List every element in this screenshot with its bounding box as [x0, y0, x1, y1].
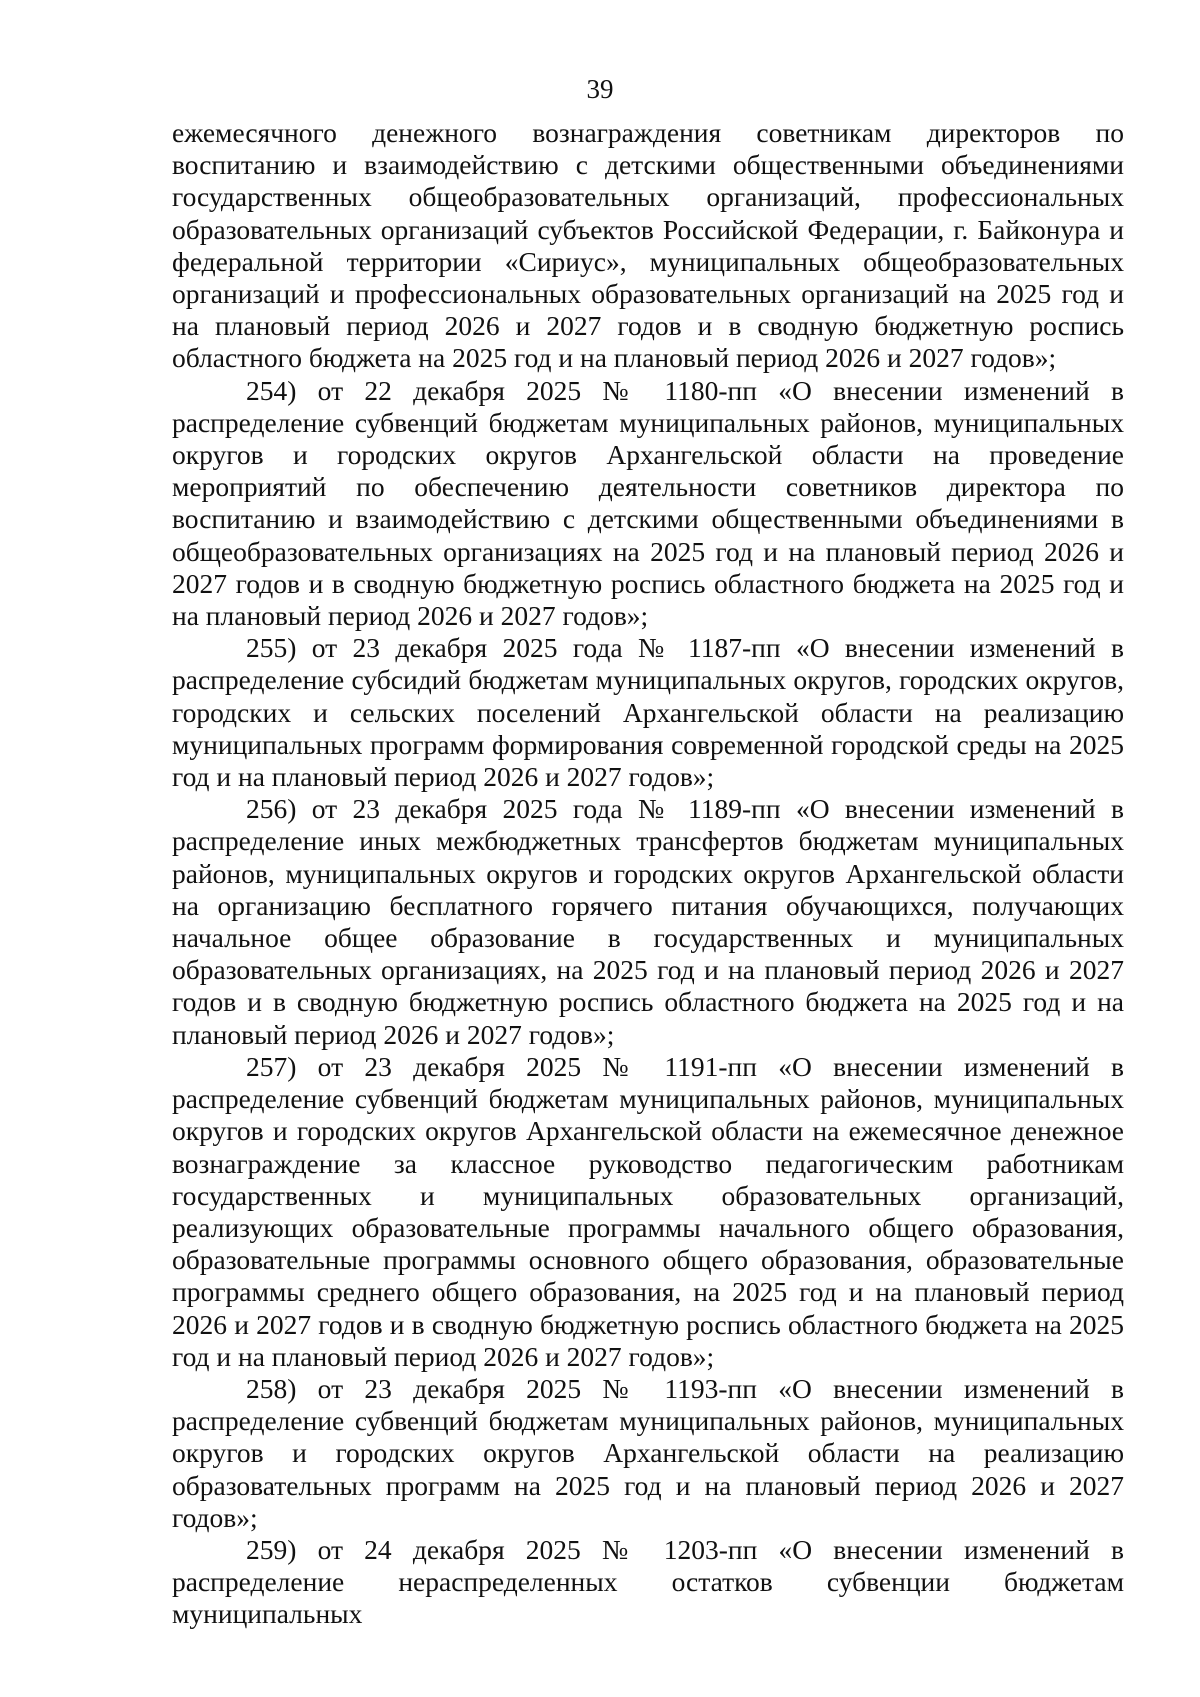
document-body: [172, 117, 1124, 1631]
list-item-255: 255) от 23 декабря 2025 года № 1187-пп «О внесении изменений в распределение субсидий бюджетам муниципальных округов, городских округов, городских и сельских поселений Архангельской области на реализацию муниципальных программ формирования современной городской среды на 2025 год и на плановый период 2026 и 2027 годов»;: [172, 632, 1124, 793]
paragraph-continuation: ежемесячного денежного вознаграждения советникам директоров по воспитанию и взаимодействию с детскими общественными объединениями государственных общеобразовательных организаций, профессиональных образовательных организаций субъектов Российской Федерации, г. Байконура и федеральной территории «Сириус», муниципальных общеобразовательных организаций и профессиональных образовательных организаций на 2025 год и на плановый период 2026 и 2027 годов и в сводную бюджетную роспись областного бюджета на 2025 год и на плановый период 2026 и 2027 годов»;: [172, 117, 1124, 374]
list-item-259: 259) от 24 декабря 2025 № 1203-пп «О внесении изменений в распределение нераспределенных остатков субвенции бюджетам муниципальных: [172, 1533, 1124, 1630]
list-item-257: 257) от 23 декабря 2025 № 1191-пп «О внесении изменений в распределение субвенций бюджетам муниципальных районов, муниципальных округов и городских округов Архангельской области на ежемесячное денежное вознаграждение за классное руководство педагогическим работникам государственных и муниципальных образовательных организаций, реализующих образовательные программы начального общего образования, образовательные программы основного общего образования, образовательные программы среднего общего образования, на 2025 год и на плановый период 2026 и 2027 годов и в сводную бюджетную роспись областного бюджета на 2025 год и на плановый период 2026 и 2027 годов»;: [172, 1050, 1124, 1372]
page-number: 39: [586, 74, 614, 104]
list-item-254: 254) от 22 декабря 2025 № 1180-пп «О внесении изменений в распределение субвенций бюджетам муниципальных районов, муниципальных округов и городских округов Архангельской области на проведение мероприятий по обеспечению деятельности советников директора по воспитанию и взаимодействию с детскими общественными объединениями в общеобразовательных организациях на 2025 год и на плановый период 2026 и 2027 годов и в сводную бюджетную роспись областного бюджета на 2025 год и на плановый период 2026 и 2027 годов»;: [172, 374, 1124, 632]
list-item-256: 256) от 23 декабря 2025 года № 1189-пп «О внесении изменений в распределение иных межбюджетных трансфертов бюджетам муниципальных районов, муниципальных округов и городских округов Архангельской области на организацию бесплатного горячего питания обучающихся, получающих начальное общее образование в государственных и муниципальных образовательных организациях, на 2025 год и на плановый период 2026 и 2027 годов и в сводную бюджетную роспись областного бюджета на 2025 год и на плановый период 2026 и 2027 годов»;: [172, 793, 1124, 1050]
list-item-258: 258) от 23 декабря 2025 № 1193-пп «О внесении изменений в распределение субвенций бюджетам муниципальных районов, муниципальных округов и городских округов Архангельской области на реализацию образовательных программ на 2025 год и на плановый период 2026 и 2027 годов»;: [172, 1372, 1124, 1533]
